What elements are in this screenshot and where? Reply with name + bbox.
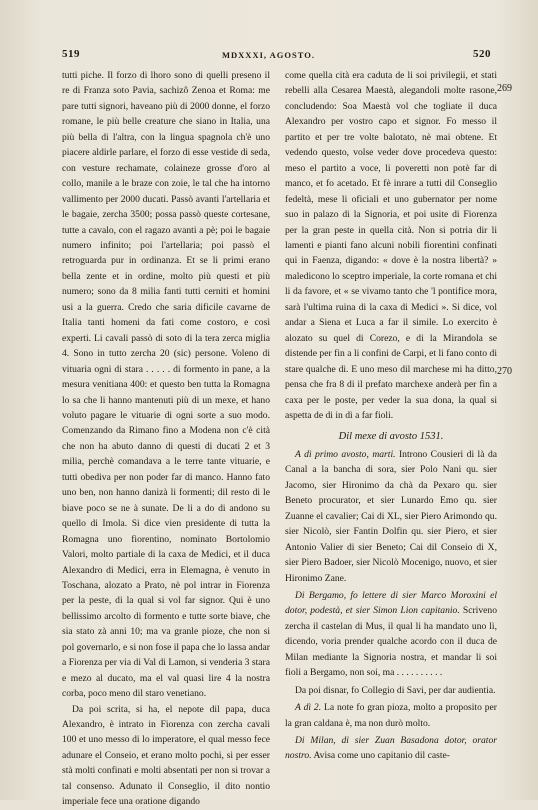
entry-date: A dì 2. [295,702,322,714]
entry-august-1 [285,447,497,586]
left-text-column [62,68,270,810]
entry-text: Avisa come uno capitanio dil caste- [311,750,450,762]
entry-august-2 [285,700,497,731]
entry-text: Introno Cousieri di là da Canal a la bancha di sora, sier Polo Nani qu. sier Jacomo, sier Hironimo da chà da Pexaro qu. sier Beneto procurator, et sier Lunardo Emo qu. sier Zuanne el cavalier; Cai di XL, sier Piero Arimondo qu. sier Nicolò, sier Fantin Dolfin qu. sier Piero, et sier Antonio Valier di sier Beneto; Cai dil Conseio di X, sier Piero Badoer, sier Nicolò Mocenigo, nuovo, et sier Hironimo Zane. [285,448,497,584]
entry-collegio: Da poi disnar, fo Collegio di Savi, per dar audientia. [295,684,496,696]
entry-text: La note fo gran pioza, molto a proposito per la gran caldana è, ma non durò molto. [285,702,497,729]
month-heading: Dil mexe di avosto 1531. [338,431,444,443]
left-page-number: 519 [62,48,80,60]
running-header: MDXXXI, AGOSTO. [222,50,316,60]
left-paragraph-2: Da poi scrita, si ha, el nepote dil papa, duca Alexandro, è intrato in Fiorenza con zercha cavali 100 et uno messo di lo imperatore, el qual messo fece adunare el Conseio, et erano molto pochi, si per esser stà molti confinati e molti absentati per non si trovar a tal consenso. Adunato il Conseglio, il dito nontio imperiale fece una oratione digando [62,703,270,808]
right-text-column [285,68,497,764]
right-page-number: 520 [473,48,491,60]
entry-bergamo [285,588,497,681]
entry-text: Scriveno zercha il castelan di Mus, il qual li ha mandato uno lì, dicendo, voria prender qualche acordo con il duca de Milan mediante la Signoria nostra, et mandar li soi fioli a Bergamo, non soi, ma . . . . . . . . . . [285,605,497,679]
entry-source: Di Bergamo, fo lettere di sier Marco Moroxini el dotor, podestà, et sier Simon Lion capitanio. [285,589,497,617]
margin-number: 269 [497,83,512,94]
right-paragraph-1: come quella cità era caduta de li soi privilegii, et stati rebelli alla Cesarea Maestà, alegandoli molte rasone, concludendo: Soa Maestà vol che togliate il duca Alexandro per vostro capo et signor. Fo messo il partito et per tre volte balotato, nè mai obtene. Et vedendo questo, volse veder dove procedeva questo: meso el partito a voce, li poveretti non potè far di manco, et fo acetado. Et fè inrare a tutti dil Conseglio fedeltà, mese li oficiali et uno gubernator per nome suo in palazo di la Signoria, et poi usite di Fiorenza per la gran peste in quella cità. Non si potria dir li lamenti e pianti fano alcuni nobili fiorentini confinati qui in Faenza, digando: « dove è la nostra libertà? » maledicono lo sceptro imperiale, la corte romana et chi li da favore, et « se vivamo tanto che 'l pontifice mora, sarà l'ultima ruina di la caxa di Medici ». Si dice, vol andar a Siena et Luca a far il simile. Lo exercito è alozato su quel di Corezo, e di la Mirandola se distende per fin a li confini de Carpi, et li fano conto di stare qualche dì. E uno meso dil marchese mi ha ditto, pensa che fra 8 di il prefato marchexe anderà per fin a caxa per le poste, per veder la sua dona, la qual si aspetta de di in dì a far fioli. [285,70,497,421]
left-paragraph-1: tutti piche. Il forzo di lhoro sono di quelli preseno il re di Franza soto Pavia, sachizô Zenoa et Roma: me pare tutti signori, haveano più di 2000 donne, el forzo romane, le più belle creature che siano in Italia, una più bella di l'altra, con la lingua spagnola ch'è uno piacere aldirle parlare, el forzo di esse vestide di seda, con vesture rechamate, colaineze grosse d'oro al collo, manile a le braze con zoie, le tal che ha intorno vallimento per 2000 ducati. Passò avanti l'artellaria et le bagaie, zercha 3500; possa passò queste cortesane, tutte a cavalo, con el ragazo avanti a pè; poi le bagaie numero infinito; poi l'artellaria; poi passò el retroguarda pur in ordinanza. Et se li primi erano bella zente et in ordine, molto più questi et più numero; sono da 8 milia fanti tutti cerniti et homini usi a la guerra. Credo che saria dificile cavarne de Italia tanti homeni da fati come costoro, e così experti. Li cavali passò di soto di la tera zerca miglia 4. Sono in tutto zercha 20 (sic) persone. Voleno di vituaria ogni di stara . . . . . di formento in pane, a la mesura venitiana 400: et questo ben tutta la Romagna lo sa che li hanno mantenuti più di un mexe, et hano voluto pagare le vituarie di ogni sorte a suo modo. Comenzando da Rimano fino a Modena non c'è cità che non ha abuto danno di questi di ducati 2 et 3 milia, perchè comandava a le terre tante vituarie, e tutti obediva per non poder far di manco. Hanno fato uno ben, non hanno danizà li formenti; dil resto di le biave poco se ne à sunate. De li a do di andono su quello di Imola. Si dice vien presidente di tutta la Romagna uno fiorentino, nominato Bortolomio Valori, molto partiale di la caxa de Medici, et il duca Alexandro di Medici, erra in Elemagna, è venuto in Toschana, alozato a Prato, nè pol intrar in Fiorenza per la peste, di la qual si vol far signor. Qui è uno bellissimo arcolto di formento e tutte sorte biave, che sia stato zà anni 10; ma va granle pioze, che non si pol governarlo, e si non fose il papa che lo lassa andar a Fiorenza per via di Val di Lamon, si venderia 3 stara e mezo al ducato, ma el val quasi lire 4 la nostra corba, poco meno dil staro venetiano. [62,70,270,700]
margin-number: 270 [497,366,512,377]
entry-date: A dì primo avosto, marti. [295,448,396,460]
entry-source: Di Milan, di sier Zuan Basadona dotor, orator nostro. [285,735,497,762]
entry-milan [285,733,497,764]
